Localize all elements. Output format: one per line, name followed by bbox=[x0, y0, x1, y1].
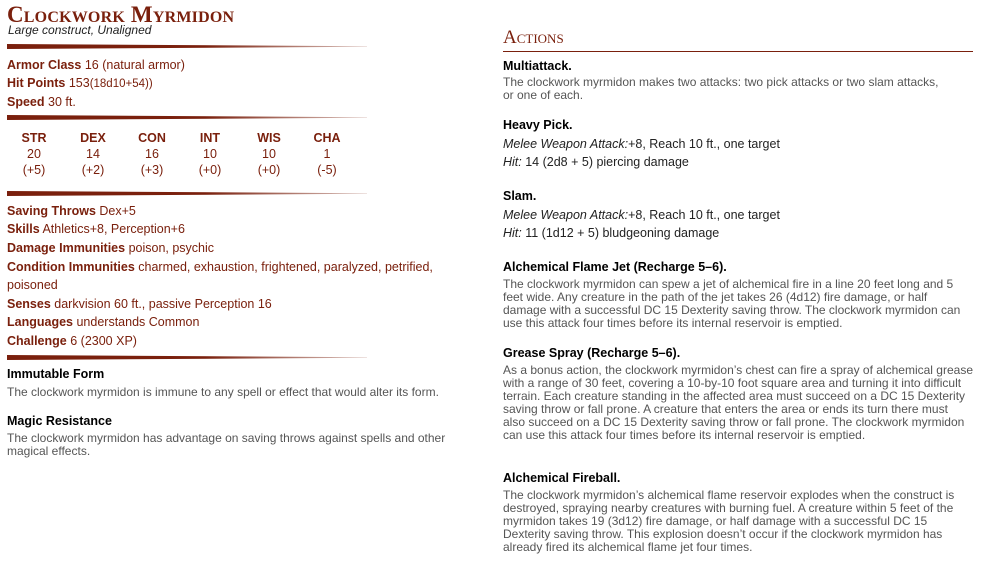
ability-int bbox=[185, 130, 235, 178]
hit-detail: 14 (2d8 + 5) piercing damage bbox=[521, 155, 689, 169]
challenge bbox=[7, 334, 137, 348]
action-name: Alchemical Fireball. bbox=[503, 471, 621, 485]
damage-immunities bbox=[7, 241, 214, 255]
monster-name: Clockwork Myrmidon bbox=[7, 2, 235, 27]
ability-name: CON bbox=[138, 131, 166, 145]
hit-points bbox=[7, 76, 153, 90]
ability-mod: (-5) bbox=[317, 163, 337, 177]
hit-label: Hit: bbox=[503, 226, 522, 240]
action-text: The clockwork myrmidon’s alchemical flame reservoir explodes when the construct is destroyed, spraying nearby creatures with burning fuel. A creature within 5 feet of the myrmidon takes 19 (3d12) fire damage, or half damage with a successful DC 15 Dexterity saving throw. This explosion doesn’t occur if the clockwork myrmidon has already fired its alchemical flame jet four times. bbox=[503, 488, 955, 554]
skills-value: Athletics+8, Perception+6 bbox=[42, 222, 185, 236]
hit-points-value: 153 bbox=[68, 76, 90, 90]
condition-immunities bbox=[7, 260, 433, 274]
ability-name: DEX bbox=[80, 131, 106, 145]
hit-label: Hit: bbox=[503, 155, 522, 169]
ability-score: 10 bbox=[203, 147, 217, 161]
damage-immunities-label: Damage Immunities bbox=[7, 241, 126, 255]
action-text: The clockwork myrmidon makes two attacks: two pick attacks or two slam attacks, or one of each. bbox=[503, 75, 939, 102]
armor-class-label: Armor Class bbox=[7, 58, 82, 72]
condition-immunities-value: charmed, exhaustion, frightened, paralyzed, petrified, bbox=[138, 260, 433, 274]
trait-text: The clockwork myrmidon has advantage on saving throws against spells and other magical effects. bbox=[7, 431, 446, 458]
divider-rule bbox=[7, 191, 367, 196]
saving-throws bbox=[7, 204, 136, 218]
action-name: Slam. bbox=[503, 189, 537, 203]
speed-label: Speed bbox=[7, 95, 45, 109]
action-text: As a bonus action, the clockwork myrmidon’s chest can fire a spray of alchemical grease with a range of 30 feet, covering a 10-by-10 foot square area and turning it into difficult terrain. Each creature standing in the affected area must succeed on a DC 15 Dexterity saving throw or fall prone. A creature that enters the area or ends its turn there must also succeed on a DC 15 Dexterity saving throw or fall prone. The clockwork myrmidon can use this attack four times before its internal reservoir is emptied. bbox=[503, 363, 973, 442]
ability-score: 10 bbox=[262, 147, 276, 161]
senses-value: darkvision 60 ft., passive Perception 16 bbox=[54, 297, 272, 311]
speed bbox=[7, 95, 76, 109]
skills bbox=[7, 222, 185, 236]
ability-str bbox=[9, 130, 59, 178]
monster-meta: Large construct, Unaligned bbox=[8, 23, 152, 37]
divider-rule bbox=[7, 355, 367, 360]
ability-mod: (+3) bbox=[140, 163, 164, 177]
ability-mod: (+0) bbox=[257, 163, 281, 177]
hit-detail: 11 (1d12 + 5) bludgeoning damage bbox=[521, 226, 720, 240]
ability-name: STR bbox=[21, 131, 47, 145]
attack-detail: +8, Reach 10 ft., one target bbox=[628, 208, 780, 222]
senses bbox=[7, 297, 272, 311]
armor-class-value: 16 bbox=[84, 58, 99, 72]
ability-score: 14 bbox=[86, 147, 100, 161]
hit-points-label: Hit Points bbox=[7, 76, 66, 90]
ability-con bbox=[127, 130, 177, 178]
armor-class bbox=[7, 58, 185, 72]
action-name: Multiattack. bbox=[503, 59, 572, 73]
ability-mod: (+5) bbox=[22, 163, 46, 177]
action-text: The clockwork myrmidon can spew a jet of alchemical fire in a line 20 feet long and 5 feet wide. Any creature in the path of the jet takes 26 (4d12) fire damage, or half damage with a successful DC 15 Dexterity saving throw. The clockwork myrmidon can use this attack four times before its internal reservoir is emptied. bbox=[503, 277, 961, 330]
ability-score: 20 bbox=[27, 147, 41, 161]
speed-value: 30 ft. bbox=[48, 95, 76, 109]
hit-line bbox=[503, 226, 719, 240]
challenge-value: 6 (2300 XP) bbox=[70, 334, 137, 348]
action-name: Alchemical Flame Jet (Recharge 5–6). bbox=[503, 260, 727, 274]
attack-detail: +8, Reach 10 ft., one target bbox=[628, 137, 780, 151]
attack-line bbox=[503, 208, 780, 222]
divider-rule bbox=[7, 44, 367, 49]
ability-name: CHA bbox=[313, 131, 341, 145]
languages bbox=[7, 315, 199, 329]
ability-mod: (+2) bbox=[81, 163, 105, 177]
ability-wis bbox=[244, 130, 294, 178]
condition-immunities-label: Condition Immunities bbox=[7, 260, 135, 274]
attack-type: Melee Weapon Attack: bbox=[503, 208, 629, 222]
trait-name: Magic Resistance bbox=[7, 414, 112, 428]
ability-dex bbox=[68, 130, 118, 178]
armor-class-note: (natural armor) bbox=[102, 58, 185, 72]
ability-score: 1 bbox=[323, 147, 331, 161]
languages-value: understands Common bbox=[76, 315, 200, 329]
senses-label: Senses bbox=[7, 297, 51, 311]
ability-cha bbox=[302, 130, 352, 178]
skills-label: Skills bbox=[7, 222, 40, 236]
languages-label: Languages bbox=[7, 315, 73, 329]
action-name: Heavy Pick. bbox=[503, 118, 573, 132]
ability-name: WIS bbox=[257, 131, 281, 145]
trait-name: Immutable Form bbox=[7, 367, 105, 381]
condition-immunities-cont: poisoned bbox=[7, 278, 58, 292]
attack-type: Melee Weapon Attack: bbox=[503, 137, 629, 151]
saving-throws-value: Dex+5 bbox=[99, 204, 136, 218]
trait-text: The clockwork myrmidon is immune to any spell or effect that would alter its form. bbox=[7, 385, 439, 399]
hit-line bbox=[503, 155, 689, 169]
damage-immunities-value: poison, psychic bbox=[128, 241, 215, 255]
actions-heading: Actions bbox=[503, 27, 564, 48]
ability-mod: (+0) bbox=[198, 163, 222, 177]
saving-throws-label: Saving Throws bbox=[7, 204, 96, 218]
ability-score: 16 bbox=[145, 147, 159, 161]
actions-divider bbox=[503, 51, 973, 52]
hit-points-note: (18d10+54)) bbox=[89, 78, 153, 90]
action-name: Grease Spray (Recharge 5–6). bbox=[503, 346, 681, 360]
ability-name: INT bbox=[199, 131, 221, 145]
challenge-label: Challenge bbox=[7, 334, 67, 348]
divider-rule bbox=[7, 115, 367, 120]
attack-line bbox=[503, 137, 780, 151]
